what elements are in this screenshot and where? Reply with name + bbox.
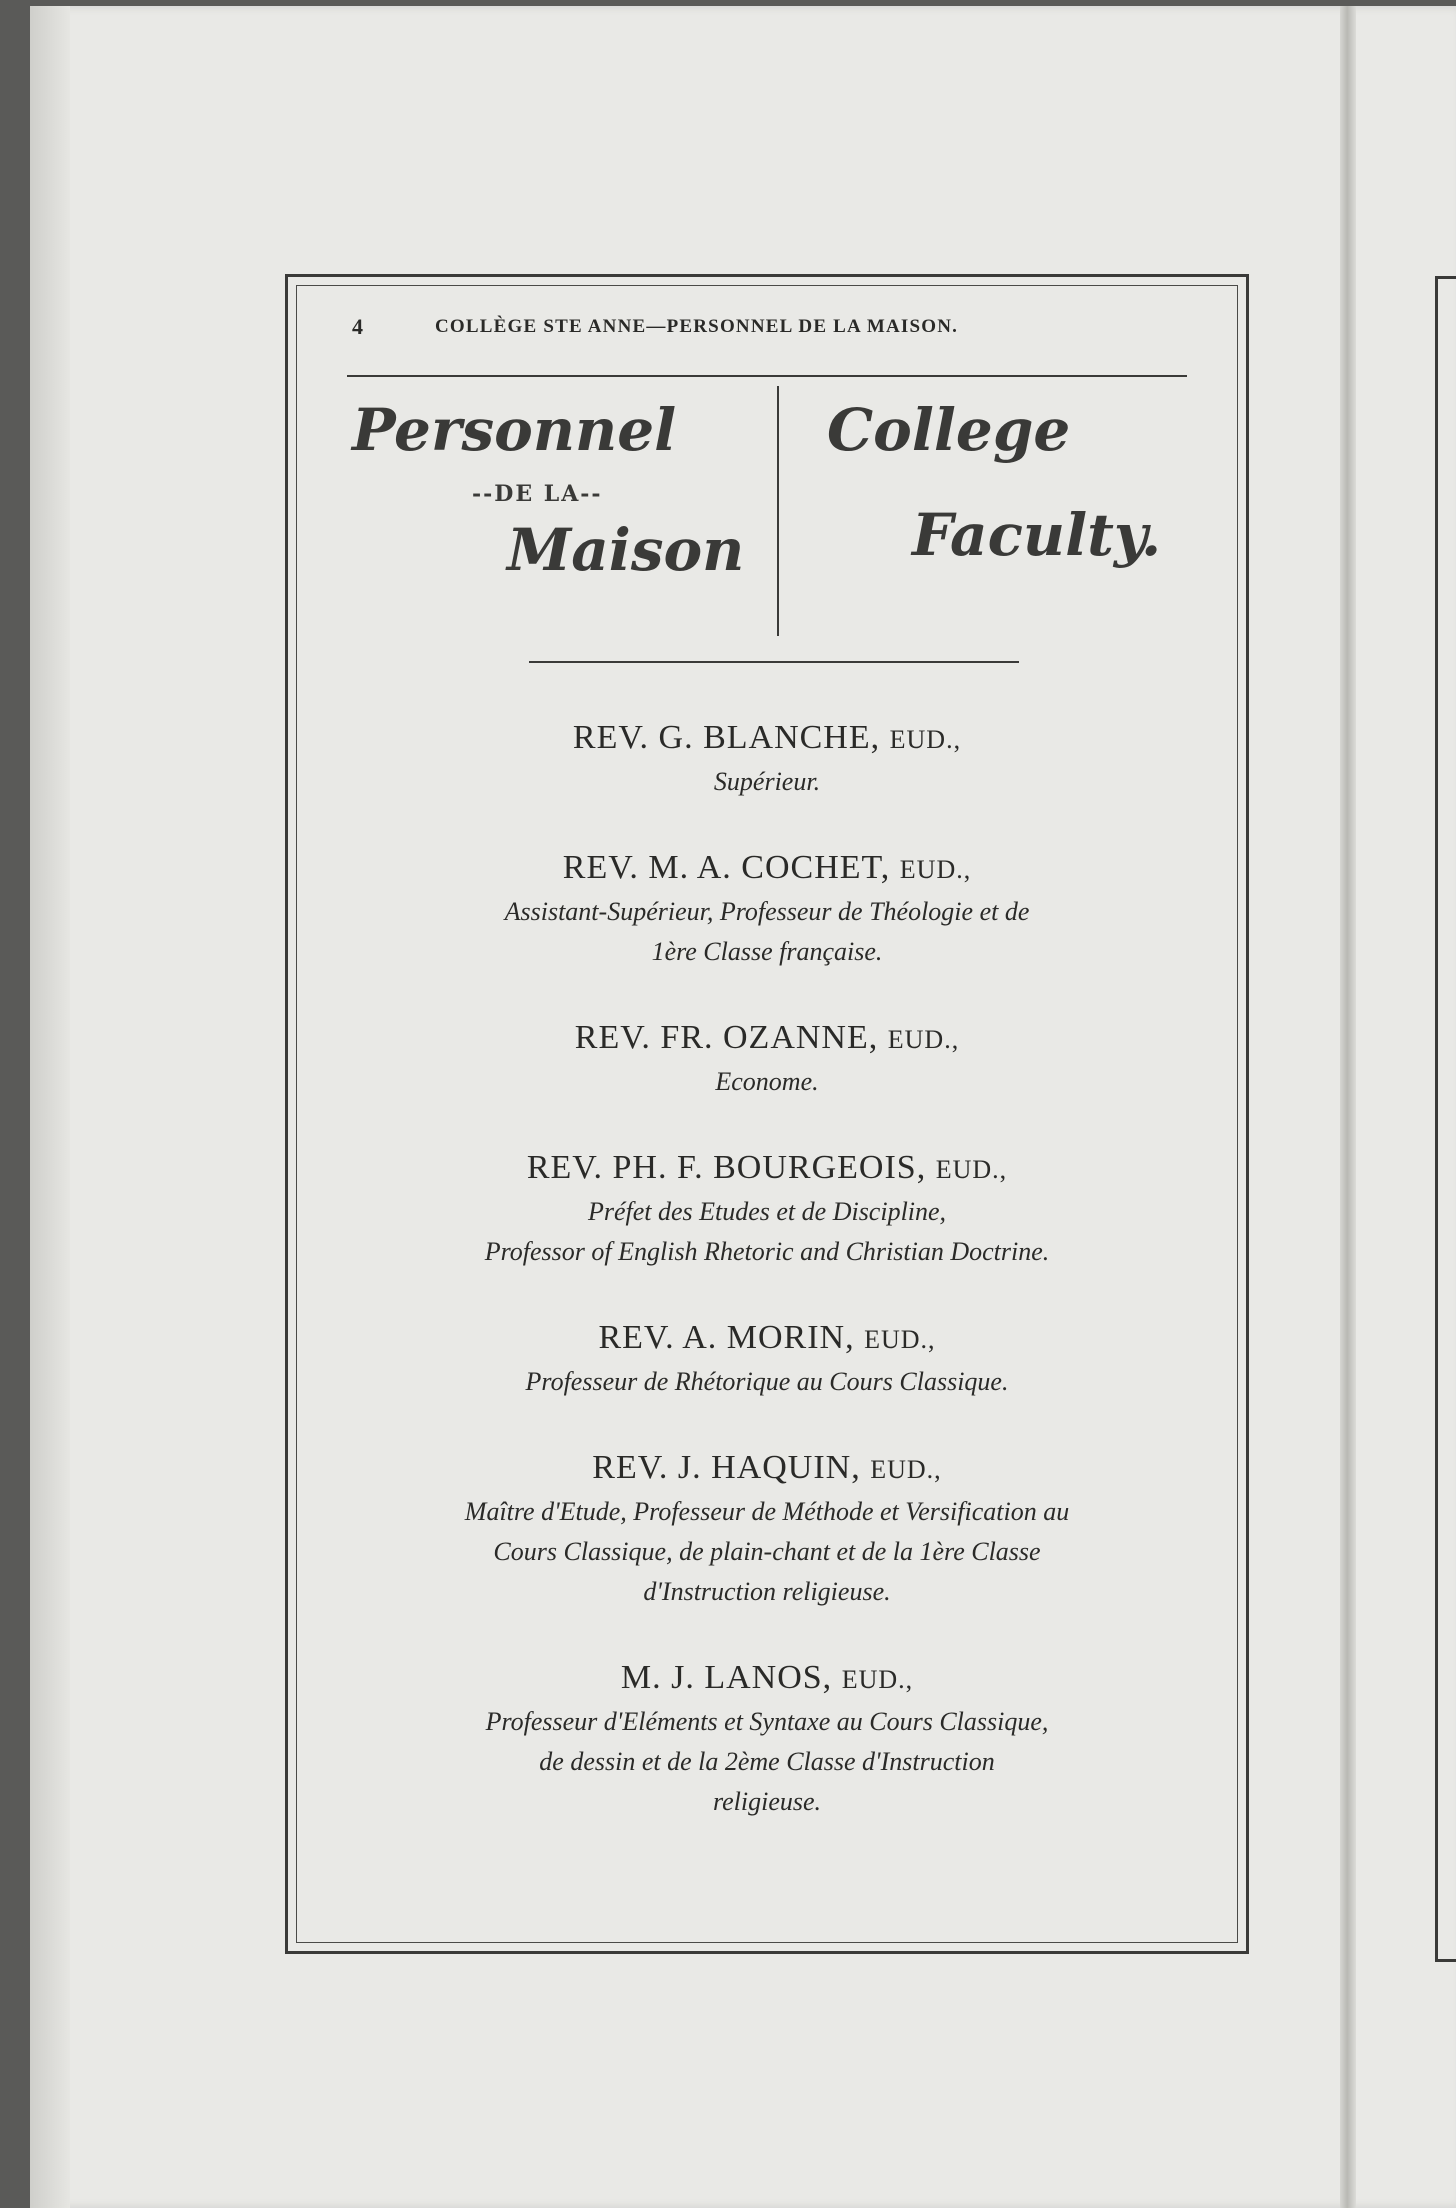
title-block <box>347 386 1187 636</box>
page-frame <box>285 274 1249 1954</box>
running-title: COLLÈGE STE ANNE—PERSONNEL DE LA MAISON. <box>435 316 959 337</box>
header-rule <box>347 375 1187 377</box>
title-rule <box>529 661 1019 663</box>
next-page-frame <box>1435 276 1456 1962</box>
staff-role: Professor of English Rhetoric and Christian Doctrine. <box>484 1237 1050 1266</box>
staff-entry <box>357 1656 1177 1822</box>
staff-entry <box>357 846 1177 972</box>
staff-role: 1ère Classe française. <box>651 937 883 966</box>
staff-name: REV. FR. OZANNE, EUD., <box>574 1019 960 1056</box>
page-sheet <box>30 6 1456 2208</box>
staff-entry <box>357 1146 1177 1272</box>
title-de-la: --DE LA-- <box>472 481 603 507</box>
staff-role: religieuse. <box>712 1787 822 1816</box>
staff-entry <box>357 1446 1177 1612</box>
title-faculty: Faculty. <box>912 501 1162 569</box>
staff-entry <box>357 716 1177 802</box>
title-college: College <box>827 396 1071 464</box>
title-divider <box>777 386 779 636</box>
staff-name: REV. PH. F. BOURGEOIS, EUD., <box>526 1149 1008 1186</box>
title-maison: Maison <box>507 516 745 584</box>
staff-role: Professeur d'Eléments et Syntaxe au Cours Classique, <box>485 1707 1049 1736</box>
staff-role: Supérieur. <box>713 767 821 796</box>
page-number: 4 <box>352 314 365 339</box>
running-head <box>347 314 1187 344</box>
staff-role: Professeur de Rhétorique au Cours Classique. <box>525 1367 1009 1396</box>
staff-entry <box>357 1316 1177 1402</box>
staff-role: d'Instruction religieuse. <box>643 1577 891 1606</box>
staff-list <box>357 716 1177 1866</box>
staff-role: Préfet des Etudes et de Discipline, <box>587 1197 947 1226</box>
title-personnel: Personnel <box>352 396 677 464</box>
staff-name: M. J. LANOS, EUD., <box>620 1659 914 1696</box>
staff-name: REV. J. HAQUIN, EUD., <box>592 1449 942 1486</box>
staff-role: Maître d'Etude, Professeur de Méthode et Versification au <box>464 1497 1070 1526</box>
sheet-edge <box>30 6 70 2208</box>
page-fold <box>1340 6 1356 2208</box>
staff-role: Econome. <box>715 1067 819 1096</box>
staff-role: de dessin et de la 2ème Classe d'Instruction <box>539 1747 995 1776</box>
staff-name: REV. M. A. COCHET, EUD., <box>562 849 972 886</box>
staff-role: Cours Classique, de plain-chant et de la 1ère Classe <box>493 1537 1041 1566</box>
staff-entry <box>357 1016 1177 1102</box>
staff-name: REV. A. MORIN, EUD., <box>598 1319 936 1356</box>
staff-name: REV. G. BLANCHE, EUD., <box>572 719 962 756</box>
page-frame-inner <box>296 285 1238 1943</box>
staff-role: Assistant-Supérieur, Professeur de Théologie et de <box>504 897 1030 926</box>
